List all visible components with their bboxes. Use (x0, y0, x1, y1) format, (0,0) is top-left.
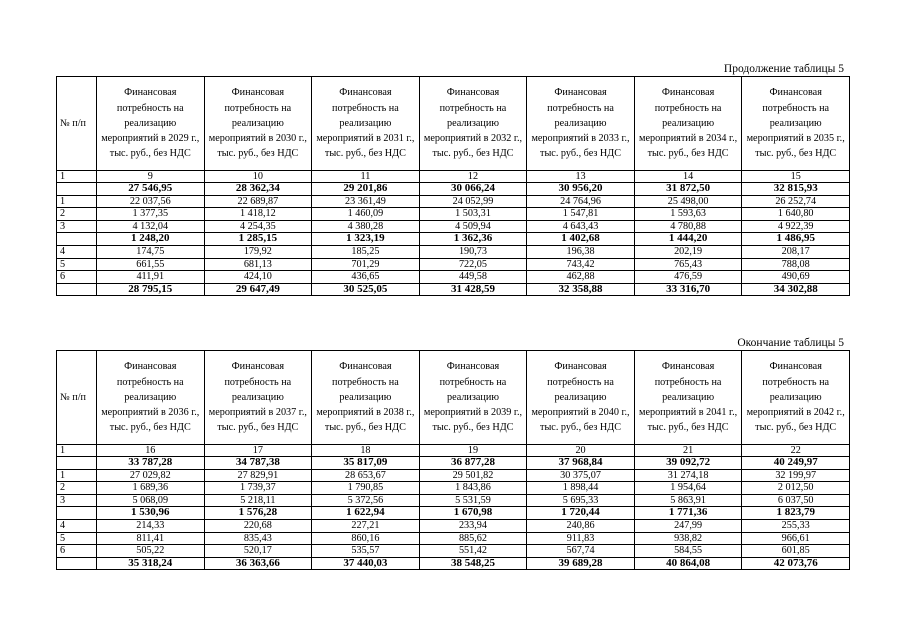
value-cell: 5 372,56 (312, 494, 420, 507)
column-number-cell: 15 (742, 171, 850, 183)
header-cell: Финансовая потребность на реализацию мероприятий в 2042 г., тыс. руб., без НДС (742, 351, 850, 445)
total-row (57, 233, 850, 246)
header-cell: Финансовая потребность на реализацию мероприятий в 2033 г., тыс. руб., без НДС (527, 77, 635, 171)
value-cell: 30 375,07 (527, 469, 635, 482)
table-row (57, 482, 850, 495)
table-row (57, 532, 850, 545)
value-cell: 722,05 (419, 258, 527, 271)
value-cell: 40 249,97 (742, 457, 850, 470)
total-row (57, 507, 850, 520)
value-cell: 966,61 (742, 532, 850, 545)
value-cell: 34 787,38 (204, 457, 312, 470)
value-cell: 1 248,20 (97, 233, 205, 246)
value-cell: 765,43 (634, 258, 742, 271)
header-cell: Финансовая потребность на реализацию мероприятий в 2037 г., тыс. руб., без НДС (204, 351, 312, 445)
value-cell: 190,73 (419, 245, 527, 258)
value-cell: 32 199,97 (742, 469, 850, 482)
value-cell: 32 358,88 (527, 283, 635, 296)
column-number-cell: 20 (527, 445, 635, 457)
header-cell-number: № п/п (57, 77, 97, 171)
table-row (57, 519, 850, 532)
value-cell: 1 689,36 (97, 482, 205, 495)
value-cell: 4 132,04 (97, 220, 205, 233)
column-number-cell: 13 (527, 171, 635, 183)
column-number-cell: 11 (312, 171, 420, 183)
value-cell: 39 092,72 (634, 457, 742, 470)
value-cell: 811,41 (97, 532, 205, 545)
total-row (57, 283, 850, 296)
value-cell: 1 843,86 (419, 482, 527, 495)
column-number-cell: 14 (634, 171, 742, 183)
row-number-cell (57, 557, 97, 570)
value-cell: 1 323,19 (312, 233, 420, 246)
value-cell: 860,16 (312, 532, 420, 545)
value-cell: 185,25 (312, 245, 420, 258)
row-number-cell: 4 (57, 519, 97, 532)
value-cell: 424,10 (204, 271, 312, 284)
column-number-cell: 18 (312, 445, 420, 457)
value-cell: 4 509,94 (419, 220, 527, 233)
value-cell: 31 428,59 (419, 283, 527, 296)
financial-table-continued (56, 76, 850, 296)
column-number-row (57, 445, 850, 457)
value-cell: 39 689,28 (527, 557, 635, 570)
header-cell: Финансовая потребность на реализацию мероприятий в 2038 г., тыс. руб., без НДС (312, 351, 420, 445)
row-number-cell: 6 (57, 271, 97, 284)
table-row (57, 271, 850, 284)
value-cell: 220,68 (204, 519, 312, 532)
value-cell: 34 302,88 (742, 283, 850, 296)
value-cell: 1 547,81 (527, 208, 635, 221)
header-cell: Финансовая потребность на реализацию мероприятий в 2031 г., тыс. руб., без НДС (312, 77, 420, 171)
value-cell: 5 695,33 (527, 494, 635, 507)
value-cell: 29 201,86 (312, 183, 420, 196)
value-cell: 1 790,85 (312, 482, 420, 495)
value-cell: 24 052,99 (419, 195, 527, 208)
value-cell: 1 720,44 (527, 507, 635, 520)
value-cell: 22 037,56 (97, 195, 205, 208)
value-cell: 1 444,20 (634, 233, 742, 246)
table-row (57, 208, 850, 221)
value-cell: 1 402,68 (527, 233, 635, 246)
value-cell: 1 898,44 (527, 482, 635, 495)
value-cell: 584,55 (634, 545, 742, 558)
column-number-cell: 12 (419, 171, 527, 183)
column-number-row (57, 171, 850, 183)
value-cell: 4 780,88 (634, 220, 742, 233)
total-row (57, 557, 850, 570)
value-cell: 214,33 (97, 519, 205, 532)
value-cell: 255,33 (742, 519, 850, 532)
value-cell: 24 764,96 (527, 195, 635, 208)
value-cell: 462,88 (527, 271, 635, 284)
value-cell: 1 377,35 (97, 208, 205, 221)
table-row (57, 258, 850, 271)
value-cell: 788,08 (742, 258, 850, 271)
value-cell: 40 864,08 (634, 557, 742, 570)
value-cell: 38 548,25 (419, 557, 527, 570)
column-number-cell: 9 (97, 171, 205, 183)
header-cell: Финансовая потребность на реализацию мероприятий в 2039 г., тыс. руб., без НДС (419, 351, 527, 445)
row-number-cell: 3 (57, 220, 97, 233)
value-cell: 1 285,15 (204, 233, 312, 246)
value-cell: 202,19 (634, 245, 742, 258)
value-cell: 1 771,36 (634, 507, 742, 520)
value-cell: 35 817,09 (312, 457, 420, 470)
value-cell: 835,43 (204, 532, 312, 545)
value-cell: 42 073,76 (742, 557, 850, 570)
header-cell: Финансовая потребность на реализацию мероприятий в 2034 г., тыс. руб., без НДС (634, 77, 742, 171)
value-cell: 179,92 (204, 245, 312, 258)
row-number-cell: 3 (57, 494, 97, 507)
value-cell: 1 460,09 (312, 208, 420, 221)
total-row (57, 457, 850, 470)
row-number-cell (57, 183, 97, 196)
value-cell: 1 418,12 (204, 208, 312, 221)
header-cell: Финансовая потребность на реализацию мероприятий в 2040 г., тыс. руб., без НДС (527, 351, 635, 445)
column-number-cell: 1 (57, 445, 97, 457)
header-cell: Финансовая потребность на реализацию мероприятий в 2036 г., тыс. руб., без НДС (97, 351, 205, 445)
value-cell: 2 012,50 (742, 482, 850, 495)
row-number-cell (57, 283, 97, 296)
value-cell: 208,17 (742, 245, 850, 258)
value-cell: 28 653,67 (312, 469, 420, 482)
value-cell: 37 440,03 (312, 557, 420, 570)
value-cell: 449,58 (419, 271, 527, 284)
row-number-cell: 5 (57, 258, 97, 271)
value-cell: 6 037,50 (742, 494, 850, 507)
value-cell: 23 361,49 (312, 195, 420, 208)
value-cell: 476,59 (634, 271, 742, 284)
row-number-cell: 2 (57, 208, 97, 221)
row-number-cell: 6 (57, 545, 97, 558)
value-cell: 26 252,74 (742, 195, 850, 208)
table-caption-end: Окончание таблицы 5 (737, 337, 844, 349)
value-cell: 36 877,28 (419, 457, 527, 470)
value-cell: 411,91 (97, 271, 205, 284)
value-cell: 1 954,64 (634, 482, 742, 495)
column-number-cell: 22 (742, 445, 850, 457)
value-cell: 37 968,84 (527, 457, 635, 470)
value-cell: 233,94 (419, 519, 527, 532)
value-cell: 27 546,95 (97, 183, 205, 196)
row-number-cell: 5 (57, 532, 97, 545)
value-cell: 5 863,91 (634, 494, 742, 507)
value-cell: 436,65 (312, 271, 420, 284)
value-cell: 33 316,70 (634, 283, 742, 296)
value-cell: 5 531,59 (419, 494, 527, 507)
row-number-cell: 1 (57, 195, 97, 208)
value-cell: 1 530,96 (97, 507, 205, 520)
table-row (57, 469, 850, 482)
header-row (57, 77, 850, 171)
value-cell: 1 640,80 (742, 208, 850, 221)
value-cell: 30 956,20 (527, 183, 635, 196)
value-cell: 33 787,28 (97, 457, 205, 470)
value-cell: 1 486,95 (742, 233, 850, 246)
value-cell: 5 068,09 (97, 494, 205, 507)
value-cell: 30 066,24 (419, 183, 527, 196)
value-cell: 551,42 (419, 545, 527, 558)
row-number-cell: 1 (57, 469, 97, 482)
value-cell: 938,82 (634, 532, 742, 545)
value-cell: 4 380,28 (312, 220, 420, 233)
value-cell: 601,85 (742, 545, 850, 558)
value-cell: 661,55 (97, 258, 205, 271)
value-cell: 35 318,24 (97, 557, 205, 570)
value-cell: 885,62 (419, 532, 527, 545)
value-cell: 32 815,93 (742, 183, 850, 196)
value-cell: 5 218,11 (204, 494, 312, 507)
value-cell: 1 503,31 (419, 208, 527, 221)
value-cell: 28 362,34 (204, 183, 312, 196)
value-cell: 27 029,82 (97, 469, 205, 482)
value-cell: 22 689,87 (204, 195, 312, 208)
row-number-cell: 4 (57, 245, 97, 258)
value-cell: 196,38 (527, 245, 635, 258)
header-row (57, 351, 850, 445)
row-number-cell (57, 507, 97, 520)
value-cell: 27 829,91 (204, 469, 312, 482)
header-cell: Финансовая потребность на реализацию мероприятий в 2035 г., тыс. руб., без НДС (742, 77, 850, 171)
value-cell: 1 622,94 (312, 507, 420, 520)
value-cell: 567,74 (527, 545, 635, 558)
header-cell: Финансовая потребность на реализацию мероприятий в 2041 г., тыс. руб., без НДС (634, 351, 742, 445)
column-number-cell: 21 (634, 445, 742, 457)
value-cell: 4 922,39 (742, 220, 850, 233)
table-row (57, 195, 850, 208)
value-cell: 520,17 (204, 545, 312, 558)
header-cell: Финансовая потребность на реализацию мероприятий в 2029 г., тыс. руб., без НДС (97, 77, 205, 171)
table-row (57, 545, 850, 558)
row-number-cell: 2 (57, 482, 97, 495)
column-number-cell: 17 (204, 445, 312, 457)
value-cell: 1 593,63 (634, 208, 742, 221)
value-cell: 240,86 (527, 519, 635, 532)
value-cell: 4 643,43 (527, 220, 635, 233)
value-cell: 31 274,18 (634, 469, 742, 482)
value-cell: 174,75 (97, 245, 205, 258)
row-number-cell (57, 457, 97, 470)
table-row (57, 245, 850, 258)
value-cell: 31 872,50 (634, 183, 742, 196)
value-cell: 29 647,49 (204, 283, 312, 296)
column-number-cell: 16 (97, 445, 205, 457)
table-caption-continued: Продолжение таблицы 5 (723, 63, 844, 75)
value-cell: 535,57 (312, 545, 420, 558)
value-cell: 36 363,66 (204, 557, 312, 570)
row-number-cell (57, 233, 97, 246)
table-row (57, 494, 850, 507)
value-cell: 1 576,28 (204, 507, 312, 520)
value-cell: 911,83 (527, 532, 635, 545)
value-cell: 4 254,35 (204, 220, 312, 233)
value-cell: 1 823,79 (742, 507, 850, 520)
value-cell: 505,22 (97, 545, 205, 558)
total-row (57, 183, 850, 196)
column-number-cell: 1 (57, 171, 97, 183)
header-cell: Финансовая потребность на реализацию мероприятий в 2030 г., тыс. руб., без НДС (204, 77, 312, 171)
column-number-cell: 19 (419, 445, 527, 457)
value-cell: 743,42 (527, 258, 635, 271)
column-number-cell: 10 (204, 171, 312, 183)
value-cell: 701,29 (312, 258, 420, 271)
value-cell: 25 498,00 (634, 195, 742, 208)
value-cell: 490,69 (742, 271, 850, 284)
table-row (57, 220, 850, 233)
value-cell: 30 525,05 (312, 283, 420, 296)
value-cell: 1 739,37 (204, 482, 312, 495)
value-cell: 227,21 (312, 519, 420, 532)
header-cell: Финансовая потребность на реализацию мероприятий в 2032 г., тыс. руб., без НДС (419, 77, 527, 171)
financial-table-end (56, 350, 850, 570)
header-cell-number: № п/п (57, 351, 97, 445)
value-cell: 28 795,15 (97, 283, 205, 296)
value-cell: 1 362,36 (419, 233, 527, 246)
value-cell: 1 670,98 (419, 507, 527, 520)
value-cell: 29 501,82 (419, 469, 527, 482)
value-cell: 247,99 (634, 519, 742, 532)
value-cell: 681,13 (204, 258, 312, 271)
